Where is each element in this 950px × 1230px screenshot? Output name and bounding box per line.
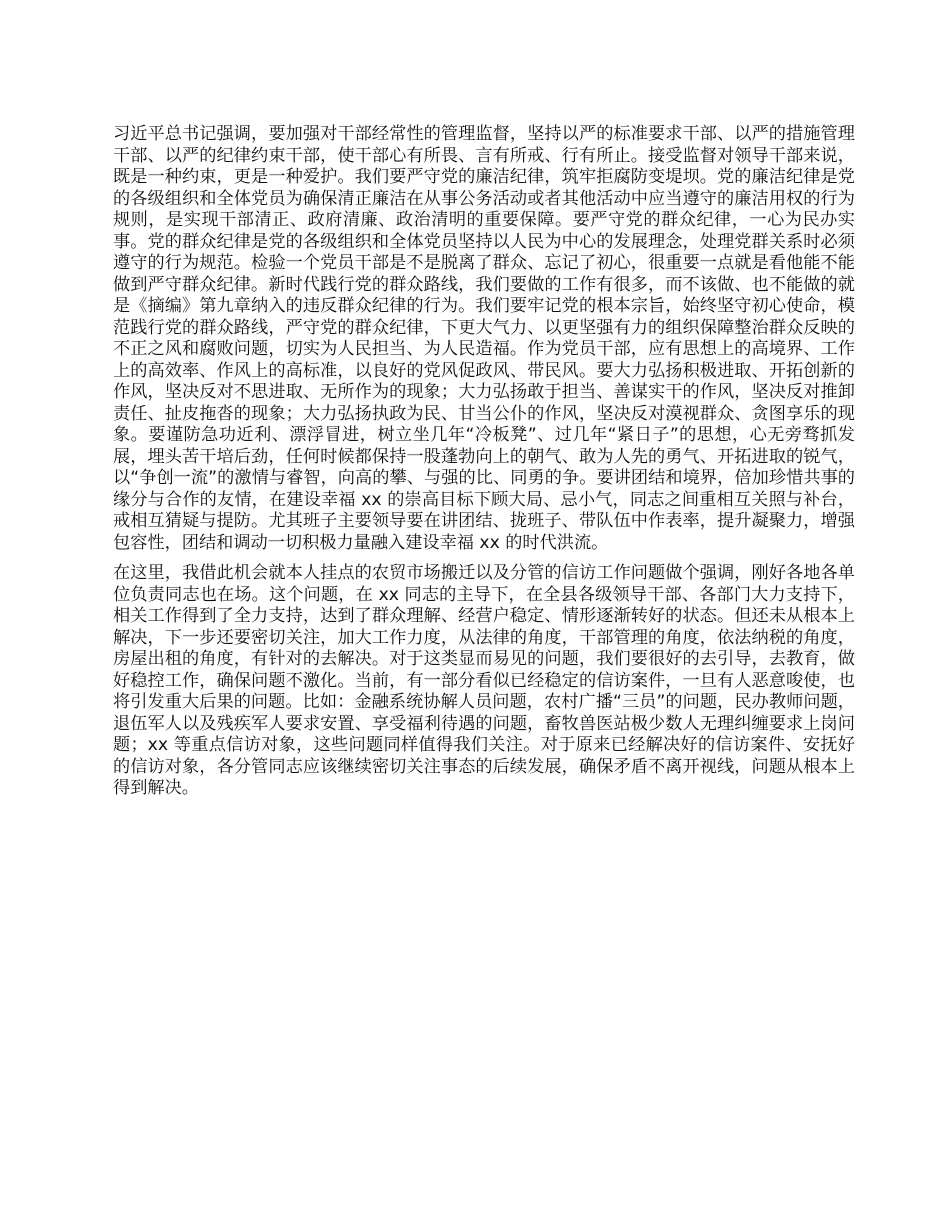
paragraph-discipline: 习近平总书记强调，要加强对干部经常性的管理监督，坚持以严的标准要求干部、以严的措施管理干部、以严的纪律约束干部，使干部心有所畏、言有所戒、行有所止。接受监督对领导干部来说，既是一种约束，更是一种爱护。我们要严守党的廉洁纪律，筑牢拒腐防变堤坝。党的廉洁纪律是党的各级组织和全体党员为确保清正廉洁在从事公务活动或者其他活动中应当遵守的廉洁用权的行为规则，是实现干部清正、政府清廉、政治清明的重要保障。要严守党的群众纪律，一心为民办实事。党的群众纪律是党的各级组织和全体党员坚持以人民为中心的发展理念，处理党群关系时必须遵守的行为规范。检验一个党员干部是不是脱离了群众、忘记了初心，很重要一点就是看他能不能做到严守群众纪律。新时代践行党的群众路线，我们要做的工作有很多，而不该做、也不能做的就是《摘编》第九章纳入的违反群众纪律的行为。我们要牢记党的根本宗旨，始终坚守初心使命，模范践行党的群众路线，严守党的群众纪律，下更大气力、以更坚强有力的组织保障整治群众反映的不正之风和腐败问题，切实为人民担当、为人民造福。作为党员干部，应有思想上的高境界、工作上的高效率、作风上的高标准，以良好的党风促政风、带民风。要大力弘扬积极进取、开拓创新的作风，坚决反对不思进取、无所作为的现象；大力弘扬敢于担当、善谋实干的作风，坚决反对推卸责任、扯皮拖沓的现象；大力弘扬执政为民、甘当公仆的作风，坚决反对漠视群众、贪图享乐的现象。要谨防急功近利、漂浮冒进，树立坐几年“冷板凳”、过几年“紧日子”的思想，心无旁骛抓发展，埋头苦干培后劲，任何时候都保持一股蓬勃向上的朝气、敢为人先的勇气、开拓进取的锐气，以“争创一流”的激情与睿智，向高的攀、与强的比、同勇的争。要讲团结和境界，倍加珍惜共事的缘分与合作的友情，在建设幸福 xx 的崇高目标下顾大局、忌小气，同志之间重相互关照与补台，戒相互猜疑与提防。尤其班子主要领导要在讲团结、拢班子、带队伍中作表率，提升凝聚力，增强包容性，团结和调动一切积极力量融入建设幸福 xx 的时代洪流。 [113, 124, 855, 553]
document-body [113, 124, 855, 809]
paragraph-petition-work: 在这里，我借此机会就本人挂点的农贸市场搬迁以及分管的信访工作问题做个强调，刚好各地各单位负责同志也在场。这个问题，在 xx 同志的主导下，在全县各级领导干部、各部门大力支持下，相关工作得到了全力支持，达到了群众理解、经营户稳定、情形逐渐转好的状态。但还未从根本上解决，下一步还要密切关注，加大工作力度，从法律的角度，干部管理的角度，依法纳税的角度，房屋出租的角度，有针对的去解决。对于这类显而易见的问题，我们要很好的去引导，去教育，做好稳控工作，确保问题不激化。当前，有一部分看似已经稳定的信访案件，一旦有人恶意唆使，也将引发重大后果的问题。比如：金融系统协解人员问题，农村广播“三员”的问题，民办教师问题，退伍军人以及残疾军人要求安置、享受福利待遇的问题，畜牧兽医站极少数人无理纠缠要求上岗问题；xx 等重点信访对象，这些问题同样值得我们关注。对于原来已经解决好的信访案件、安抚好的信访对象，各分管同志应该继续密切关注事态的后续发展，确保矛盾不离开视线，问题从根本上得到解决。 [113, 563, 855, 798]
